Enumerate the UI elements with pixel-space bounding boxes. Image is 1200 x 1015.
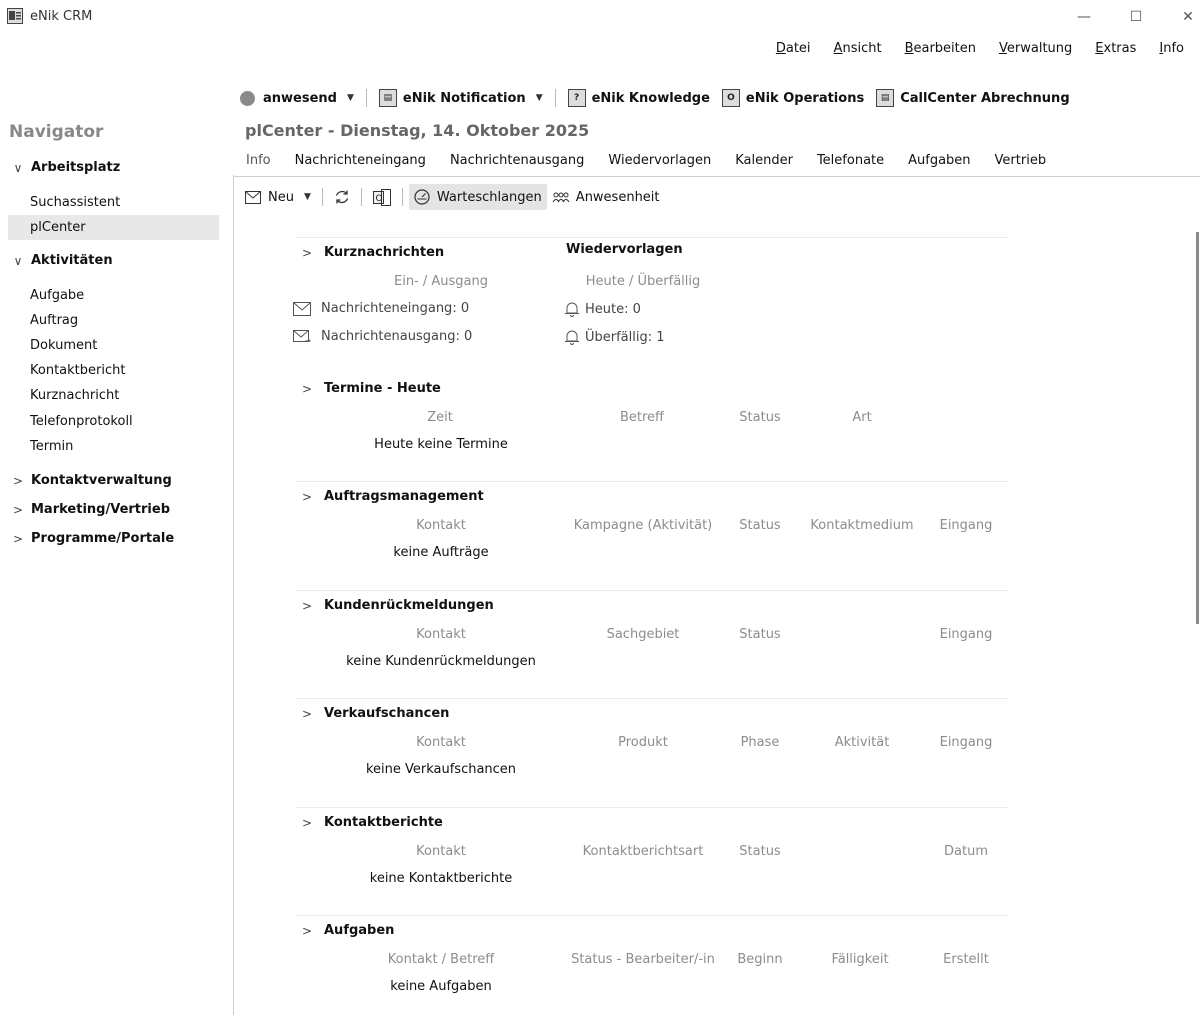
nav-group-arbeitsplatz[interactable] (11, 160, 120, 175)
section-title: Verkaufschancen (324, 706, 450, 721)
sidebar-item-telefonprotokoll[interactable]: Telefonprotokoll (30, 414, 133, 429)
tab-aufgaben[interactable]: Aufgaben (908, 153, 971, 168)
column-header: Aktivität (834, 735, 890, 750)
page-title: plCenter - Dienstag, 14. Oktober 2025 (245, 121, 590, 140)
section-title: Aufgaben (324, 923, 395, 938)
subtitle: Heute / Überfällig (585, 274, 701, 289)
column-header: Art (852, 410, 872, 425)
sidebar-item-kontaktbericht[interactable]: Kontaktbericht (30, 363, 126, 378)
sidebar-item-termin[interactable]: Termin (30, 439, 74, 454)
notification-app-icon: ▤ (379, 89, 397, 107)
scrollbar[interactable] (1196, 232, 1199, 624)
operations-button[interactable] (722, 89, 864, 107)
menu-bar (776, 41, 1184, 56)
presence-button[interactable] (547, 184, 665, 210)
nav-group-label: Kontaktverwaltung (31, 473, 172, 488)
mail-icon (245, 191, 261, 204)
callcenter-app-icon: ▤ (876, 89, 894, 107)
column-header: Datum (944, 844, 988, 859)
column-header: Produkt (618, 735, 668, 750)
empty-message: keine Aufgaben (390, 979, 492, 994)
section-header-termine[interactable] (300, 381, 441, 396)
column-header: Kampagne (Aktivität) (573, 518, 713, 533)
tab-bar (234, 150, 1058, 176)
tab-nachrichtenausgang[interactable]: Nachrichtenausgang (449, 153, 585, 168)
followup-today-link[interactable] (564, 301, 641, 317)
knowledge-app-icon: ? (568, 89, 586, 107)
nav-group-marketing[interactable] (11, 502, 170, 517)
chevron-down-icon: ▼ (535, 93, 543, 103)
knowledge-label: eNik Knowledge (591, 90, 710, 106)
followup-overdue-link[interactable] (564, 329, 665, 345)
column-header: Status (739, 844, 781, 859)
column-header: Sachgebiet (606, 627, 680, 642)
section-kontaktberichte (296, 807, 1008, 907)
refresh-button[interactable] (329, 184, 355, 210)
section-termine (296, 373, 1008, 473)
separator (361, 188, 362, 206)
chevron-right-icon: > (301, 706, 313, 721)
section-auftragsmanagement (296, 481, 1008, 581)
nav-group-label: Aktivitäten (31, 253, 113, 268)
tab-vertrieb[interactable]: Vertrieb (994, 153, 1047, 168)
window-title: eNik CRM (30, 9, 93, 24)
sidebar-item-auftrag[interactable]: Auftrag (30, 313, 79, 328)
presence-dropdown[interactable] (240, 91, 354, 106)
column-header: Eingang (939, 627, 993, 642)
presence-label: anwesend (263, 90, 337, 106)
close-icon[interactable]: ✕ (1182, 9, 1194, 25)
empty-message: Heute keine Termine (374, 437, 508, 452)
queues-button[interactable] (409, 184, 547, 210)
notification-dropdown[interactable] (379, 89, 543, 107)
people-icon (552, 191, 570, 203)
sidebar-item-kurznachricht[interactable]: Kurznachricht (30, 388, 120, 403)
column-header: Eingang (939, 735, 993, 750)
subtitle: Ein- / Ausgang (393, 274, 489, 289)
empty-message: keine Verkaufschancen (365, 762, 517, 777)
chevron-right-icon: > (301, 815, 313, 830)
navigator-panel (0, 112, 233, 1015)
chevron-right-icon: > (12, 473, 24, 488)
section-header-auftragsmanagement[interactable] (300, 489, 484, 504)
section-title: Termine - Heute (324, 381, 441, 396)
menu-info[interactable]: Info (1159, 41, 1184, 56)
empty-message: keine Aufträge (393, 545, 489, 560)
divider (296, 807, 1008, 808)
navigator-title: Navigator (9, 122, 104, 142)
separator (322, 188, 323, 206)
outbox-count-link[interactable] (293, 329, 472, 344)
menu-datei[interactable]: Datei (775, 41, 811, 56)
divider (296, 237, 1008, 238)
column-header: Status (739, 410, 781, 425)
chevron-down-icon: ▼ (346, 93, 354, 103)
queues-label: Warteschlangen (436, 189, 542, 205)
chevron-right-icon: > (12, 502, 24, 517)
operations-label: eNik Operations (745, 90, 865, 106)
followup-overdue: Überfällig: 1 (585, 329, 665, 345)
column-header: Kontakt (416, 844, 466, 859)
tab-info[interactable]: Info (246, 153, 271, 168)
column-header: Betreff (619, 410, 665, 425)
column-header: Beginn (737, 952, 783, 967)
nav-group-label: Arbeitsplatz (31, 160, 121, 175)
chevron-right-icon: > (301, 381, 313, 396)
nav-group-aktivitaeten[interactable] (11, 253, 113, 268)
chevron-right-icon: > (12, 531, 24, 546)
column-header: Fälligkeit (831, 952, 889, 967)
sidebar-item-dokument[interactable]: Dokument (30, 338, 98, 353)
callcenter-button[interactable] (876, 89, 1069, 107)
refresh-icon (334, 189, 350, 205)
section-title: Kontaktberichte (324, 815, 443, 830)
nav-group-label: Programme/Portale (31, 531, 175, 546)
column-header: Kontakt (416, 735, 466, 750)
menu-verwaltung[interactable]: Verwaltung (999, 41, 1073, 56)
divider (296, 590, 1008, 591)
bell-icon (564, 301, 580, 317)
menu-ansicht[interactable]: Ansicht (833, 41, 882, 56)
top-toolbar (240, 86, 1082, 110)
nav-group-kontaktverwaltung[interactable] (11, 473, 172, 488)
chevron-down-icon: ∨ (13, 253, 23, 268)
bell-icon (564, 329, 580, 345)
presence-status-icon (240, 91, 255, 106)
section-title: Auftragsmanagement (324, 489, 484, 504)
chevron-right-icon: > (301, 923, 313, 938)
sidebar-item-plcenter[interactable]: plCenter (8, 215, 219, 240)
column-header: Phase (740, 735, 780, 750)
section-verkaufschancen (296, 698, 1008, 798)
knowledge-button[interactable] (568, 89, 710, 107)
chevron-down-icon: ▼ (303, 192, 311, 202)
column-header: Status - Bearbeiter/-in (571, 952, 715, 967)
section-kundenrueckmeldungen (296, 590, 1008, 690)
new-dropdown-button[interactable] (240, 184, 316, 210)
column-header: Status (739, 518, 781, 533)
column-header: Eingang (939, 518, 993, 533)
mail-send-icon (293, 330, 311, 344)
section-header-wiedervorlagen (566, 242, 683, 257)
section-title: Kurznachrichten (324, 245, 445, 260)
menu-extras[interactable]: Extras (1095, 41, 1137, 56)
operations-icon (373, 189, 391, 206)
section-header-kundenrueckmeldungen[interactable] (300, 598, 494, 613)
column-header: Kontakt (416, 627, 466, 642)
followup-today: Heute: 0 (585, 301, 641, 317)
outbox-count: Nachrichtenausgang: 0 (321, 329, 473, 344)
chevron-right-icon: > (301, 598, 313, 613)
separator (555, 89, 556, 107)
tab-wiedervorlagen[interactable]: Wiedervorlagen (608, 153, 712, 168)
inbox-count-link[interactable] (293, 301, 469, 316)
section-header-kurznachrichten[interactable] (300, 245, 444, 260)
section-kurznachrichten (296, 237, 1008, 347)
column-header: Erstellt (943, 952, 989, 967)
nav-group-programme[interactable] (11, 531, 174, 546)
tab-divider (234, 176, 1200, 177)
title-bar (0, 0, 1200, 34)
app-logo-icon (7, 8, 23, 24)
column-header: Zeit (427, 410, 453, 425)
column-header: Status (739, 627, 781, 642)
section-aufgaben (296, 915, 1008, 1015)
chevron-right-icon: > (301, 245, 313, 260)
empty-message: keine Kundenrückmeldungen (346, 654, 536, 669)
navigator-divider[interactable] (233, 175, 234, 1015)
section-title: Kundenrückmeldungen (324, 598, 494, 613)
new-label: Neu (268, 189, 294, 205)
column-header: Kontaktmedium (810, 518, 914, 533)
sidebar-item-suchassistent[interactable]: Suchassistent (30, 195, 121, 210)
section-header-aufgaben[interactable] (300, 923, 394, 938)
chevron-right-icon: > (301, 489, 313, 504)
menu-bearbeiten[interactable]: Bearbeiten (904, 41, 976, 56)
tab-telefonate[interactable]: Telefonate (816, 153, 885, 168)
divider (296, 915, 1008, 916)
presence-tool-label: Anwesenheit (575, 189, 660, 205)
mail-icon (293, 302, 311, 316)
column-header: Kontakt (416, 518, 466, 533)
callcenter-label: CallCenter Abrechnung (900, 90, 1070, 106)
chevron-down-icon: ∨ (13, 160, 23, 175)
maximize-icon[interactable]: ☐ (1129, 9, 1143, 25)
section-title: Wiedervorlagen (566, 242, 683, 257)
tab-kalender[interactable]: Kalender (735, 153, 793, 168)
svg-text:O: O (375, 193, 383, 204)
content-toolbar (240, 184, 665, 210)
empty-message: keine Kontaktberichte (369, 871, 513, 886)
tab-nachrichteneingang[interactable]: Nachrichteneingang (294, 153, 426, 168)
sidebar-item-aufgabe[interactable]: Aufgabe (30, 288, 85, 303)
operations-tool-button[interactable] (368, 184, 396, 210)
section-header-verkaufschancen[interactable] (300, 706, 449, 721)
operations-app-icon: O (722, 89, 740, 107)
divider (296, 698, 1008, 699)
separator (366, 89, 367, 107)
separator (402, 188, 403, 206)
divider (296, 481, 1008, 482)
inbox-count: Nachrichteneingang: 0 (321, 301, 470, 316)
notification-label: eNik Notification (402, 90, 526, 106)
gauge-icon (414, 189, 430, 205)
column-header: Kontakt / Betreff (387, 952, 495, 967)
section-header-kontaktberichte[interactable] (300, 815, 443, 830)
nav-group-label: Marketing/Vertrieb (31, 502, 170, 517)
column-header: Kontaktberichtsart (582, 844, 704, 859)
minimize-icon[interactable]: — (1077, 9, 1091, 25)
